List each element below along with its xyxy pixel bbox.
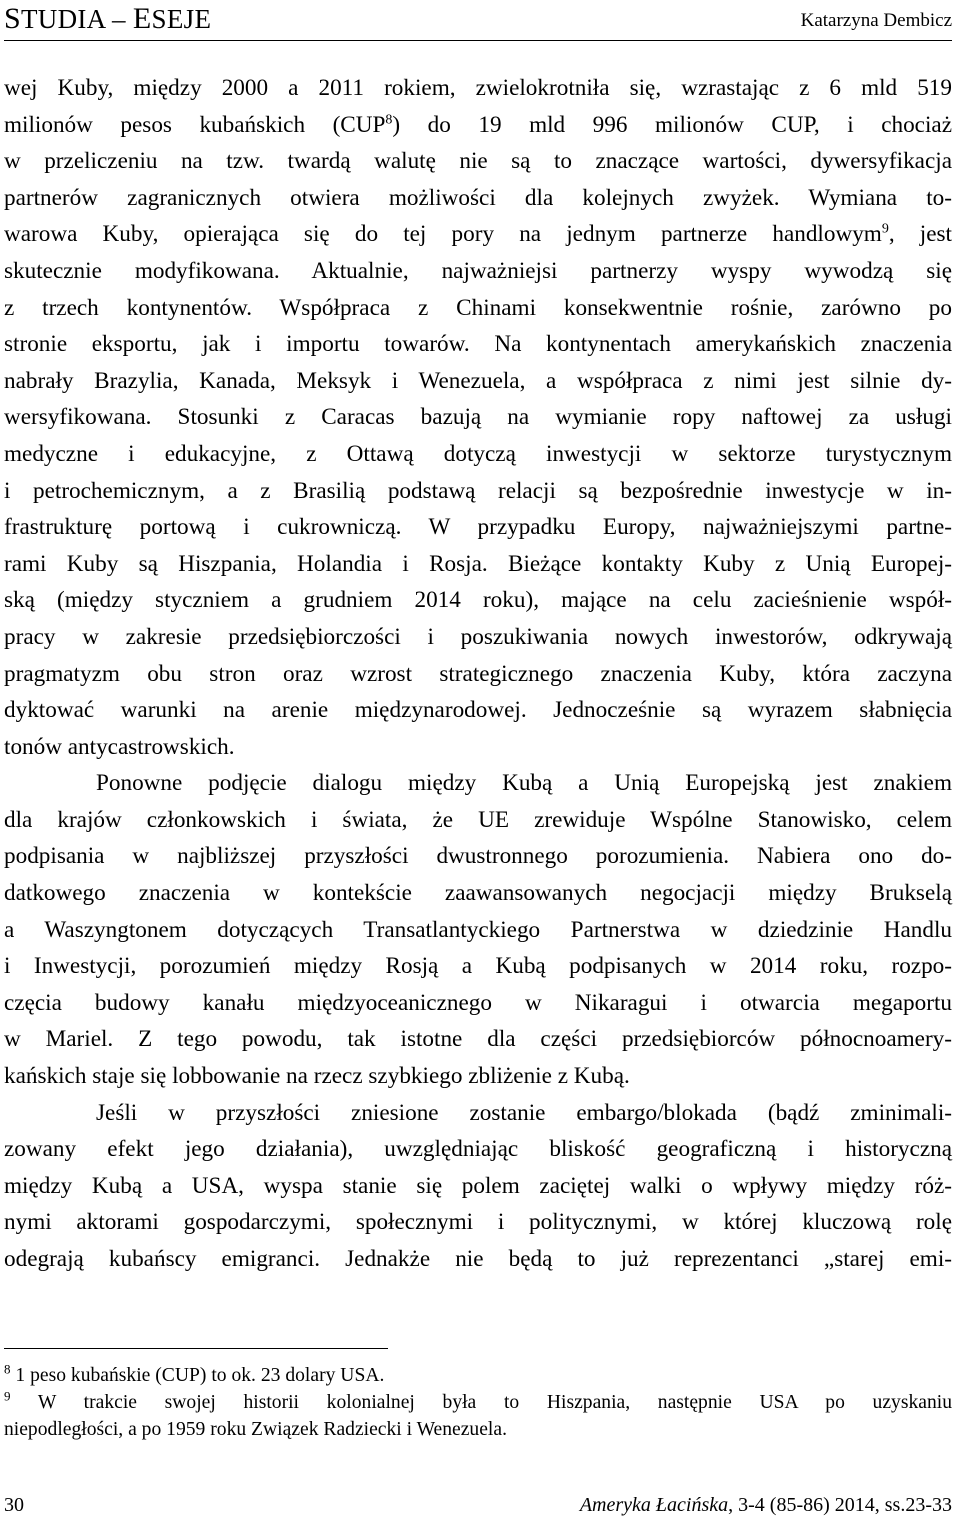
text-line: w Mariel. Z tego powodu, tak istotne dla części przedsiębiorców północnoamery- [4, 1026, 952, 1053]
text-line: pracy w zakresie przedsiębiorczości i poszukiwania nowych inwestorów, odkrywają [4, 623, 952, 650]
text-line: z trzech kontynentów. Współpraca z Chinami konsekwentnie rośnie, zarówno po [4, 294, 952, 321]
journal-issue: , 3-4 (85-86) 2014, ss.23-33 [728, 1494, 952, 1516]
text-line: pragmatyzm obu stron oraz wzrost strategicznego znaczenia Kuby, która zaczyna [4, 660, 952, 687]
article-body [4, 70, 952, 1278]
text-line: medyczne i edukacyjne, z Ottawą dotyczą inwestycji w sektorze turystycznym [4, 440, 952, 467]
section-title-initial-e: E [132, 2, 152, 35]
journal-citation [580, 1494, 952, 1517]
footnote-9 [4, 1389, 952, 1443]
text-line: Ponowne podjęcie dialogu między Kubą a Unią Europejską jest znakiem [96, 770, 952, 797]
text-line: kańskich staje się lobbowanie na rzecz szybkiego zbliżenie z Kubą. [4, 1063, 630, 1090]
footnote-line [4, 1389, 952, 1416]
text-line: tonów antycastrowskich. [4, 733, 235, 760]
text-fragment: , jest [888, 221, 952, 248]
footnote-ref-8[interactable]: 8 [385, 111, 393, 127]
footnote-divider [4, 1348, 388, 1349]
text-fragment: warowa Kuby, opierająca się do tej pory na jednym partnerze handlowym [4, 221, 882, 248]
text-line: i petrochemicznym, a z Brasilią podstawą relacji są bezpośrednie inwestycje w in- [4, 477, 952, 504]
text-line: nabrały Brazylia, Kanada, Meksyk i Wenezuela, a współpraca z nimi jest silnie dy- [4, 367, 952, 394]
text-line: dla krajów członkowskich i świata, że UE zrewiduje Wspólne Stanowisko, celem [4, 806, 952, 833]
text-line: w przeliczeniu na tzw. twardą walutę nie są to znaczące wartości, dywersyfikacja [4, 148, 952, 175]
text-line: nymi aktorami gospodarczymi, społecznymi i politycznymi, w której kluczową rolę [4, 1209, 952, 1236]
text-line: frastrukturę portową i cukrowniczą. W przypadku Europy, najważniejszymi partne- [4, 514, 952, 541]
text-line: Jeśli w przyszłości zniesione zostanie embargo/blokada (bądź zminimali- [96, 1099, 952, 1126]
text-line: ską (między styczniem a grudniem 2014 roku), mające na celu zacieśnienie współ- [4, 587, 952, 614]
footnote-8 [4, 1362, 952, 1389]
text-line: a Waszyngtonem dotyczących Transatlantyckiego Partnerstwa w dziedzinie Handlu [4, 916, 952, 943]
text-line: częcia budowy kanału międzyoceanicznego w Nikaragui i otwarcia megaportu [4, 989, 952, 1016]
text-line: partnerów zagranicznych otwiera możliwości dla kolejnych zwyżek. Wymiana to- [4, 184, 952, 211]
section-title-dash: – [105, 4, 133, 34]
text-line: między Kubą a USA, wyspa stanie się polem zaciętej walki o wpływy między róż- [4, 1172, 952, 1199]
section-title-part2: SEJE [151, 4, 212, 34]
footnote-line: niepodległości, a po 1959 roku Związek Radziecki i Wenezuela. [4, 1419, 507, 1440]
page-number: 30 [4, 1494, 24, 1516]
text-line: dyktować warunki na arenie międzynarodowej. Jednocześnie są wyrazem słabnięcia [4, 697, 952, 724]
text-line [4, 216, 952, 253]
text-line [4, 107, 952, 144]
footnote-number: 9 [4, 1388, 11, 1404]
running-header [4, 0, 952, 41]
text-line: skutecznie modyfikowana. Aktualnie, najważniejsi partnerzy wyspy wywodzą się [4, 257, 952, 284]
footnote-line [4, 1362, 952, 1389]
footnote-ref-9[interactable]: 9 [881, 221, 889, 237]
text-line: podpisania w najbliższej przyszłości dwustronnego porozumienia. Nabiera ono do- [4, 843, 952, 870]
paragraph-1 [4, 70, 952, 765]
footnote-text: 1 peso kubańskie (CUP) to ok. 23 dolary USA. [10, 1365, 385, 1386]
section-title-part1: TUDIA [21, 4, 105, 34]
text-line: zowany efekt jego działania), uwzględniając bliskość geograficzną i historyczną [4, 1136, 952, 1163]
footnotes [4, 1362, 952, 1443]
text-line: datkowego znaczenia w kontekście zaawansowanych negocjacji między Brukselą [4, 880, 952, 907]
text-line: wej Kuby, między 2000 a 2011 rokiem, zwielokrotniła się, wzrastając z 6 mld 519 [4, 75, 952, 101]
text-fragment: milionów pesos kubańskich (CUP [4, 111, 386, 138]
footnote-text: W trakcie swojej historii kolonialnej była to Hiszpania, następnie USA po uzyskaniu [10, 1392, 952, 1413]
paragraph-2 [4, 765, 952, 1094]
section-title [4, 2, 211, 36]
text-fragment: ) do 19 mld 996 milionów CUP, i chociaż [392, 111, 952, 138]
footnote-number: 8 [4, 1361, 11, 1377]
section-title-initial-s: S [4, 2, 21, 35]
text-line: odegrają kubańscy emigranci. Jednakże nie będą to już reprezentanci „starej emi- [4, 1246, 952, 1272]
text-line: rami Kuby są Hiszpania, Holandia i Rosja. Bieżące kontakty Kuby z Unią Europej- [4, 550, 952, 577]
paragraph-3 [4, 1095, 952, 1278]
text-line: wersyfikowana. Stosunki z Caracas bazują na wymianie ropy naftowej za usługi [4, 404, 952, 431]
header-author: Katarzyna Dembicz [800, 10, 952, 31]
text-line: stronie eksportu, jak i importu towarów. Na kontynentach amerykańskich znaczenia [4, 331, 952, 358]
text-line: i Inwestycji, porozumień między Rosją a Kubą podpisanych w 2014 roku, rozpo- [4, 953, 952, 980]
journal-title: Ameryka Łacińska [579, 1494, 729, 1516]
